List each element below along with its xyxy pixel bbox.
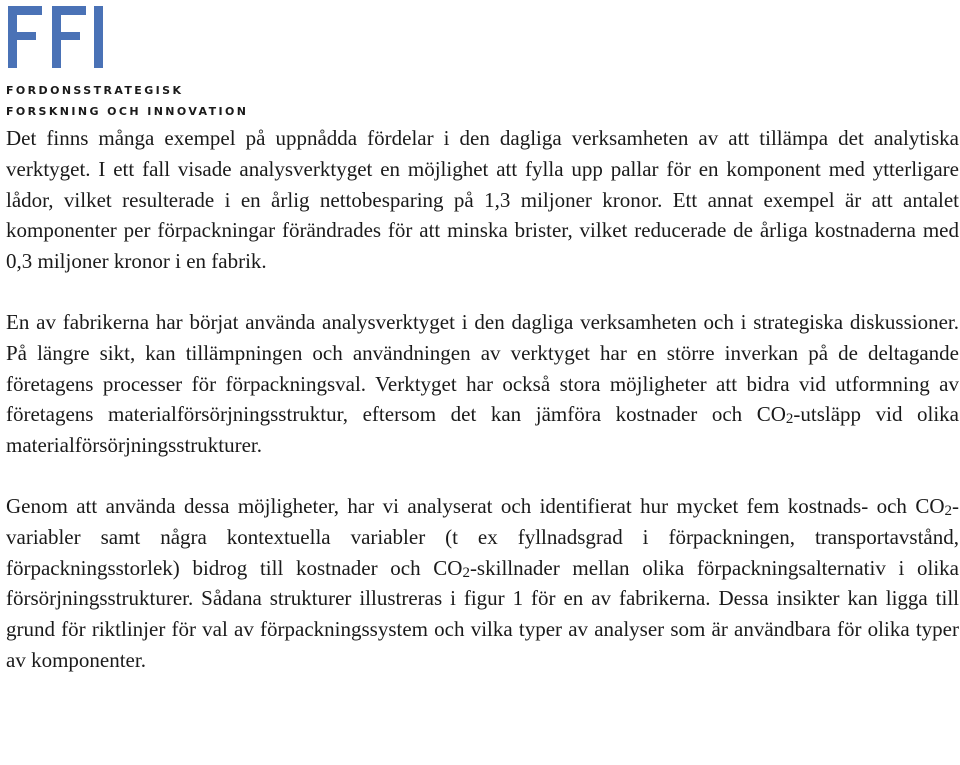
paragraph-3 <box>6 491 959 676</box>
logo-tagline-line1: FORDONSSTRATEGISK <box>6 84 184 97</box>
ffi-logo-mark <box>6 4 106 72</box>
paragraph-3-part1: Genom att använda dessa möjligheter, har vi analyserat och identifierat hur mycket fem kostnads- och CO <box>6 493 945 518</box>
body-text <box>6 123 959 676</box>
paragraph-1: Det finns många exempel på uppnådda fördelar i den dagliga verksamheten av att tillämpa det analytiska verktyget. I ett fall visade analysverktyget en möjlighet att fylla upp pallar för en komponent med ytterligare lådor, vilket resulterade i en årlig nettobesparing på 1,3 miljoner kronor. Ett annat exempel är att antalet komponenter per förpackningar förändrades för att minska brister, vilket reducerade de årliga kostnaderna med 0,3 miljoner kronor i en fabrik. <box>6 126 959 274</box>
paragraph-2-part2: -utsläpp vid olika materialförsörjningsstrukturer. <box>6 402 960 458</box>
paragraph-2 <box>6 307 959 461</box>
paragraph-2-part1: En av fabrikerna har börjat använda analysverktyget i den dagliga verksamheten och i strategiska diskussioner. På längre sikt, kan tillämpningen och användningen av verktyget har en större inverkan på de deltagande företagens processer för förpackningsval. Verktyget har också stora möjligheter att bidra vid utformning av företagens materialförsörjningsstruktur, eftersom det kan jämföra kostnader och CO <box>6 309 959 427</box>
co2-subscript: 2 <box>944 502 952 519</box>
co2-subscript: 2 <box>462 564 470 581</box>
paragraph-3-part2: -variabler samt några kontextuella variabler (t ex fyllnadsgrad i förpackningen, transportavstånd, förpackningsstorlek) bidrog till kostnader och CO <box>6 493 959 580</box>
logo-tagline-line2: FORSKNING OCH INNOVATION <box>6 105 249 118</box>
co2-subscript: 2 <box>785 411 794 428</box>
paragraph-3-part3: -skillnader mellan olika förpackningsalternativ i olika försörjningsstrukturer. Sådana strukturer illustreras i figur 1 för en av fabrikerna. Dessa insikter kan ligga till grund för riktlinjer för val av förpackningssystem och vilka typer av analyser som är användbara för olika typer av komponenter. <box>6 555 959 672</box>
ffi-logo <box>6 4 249 118</box>
